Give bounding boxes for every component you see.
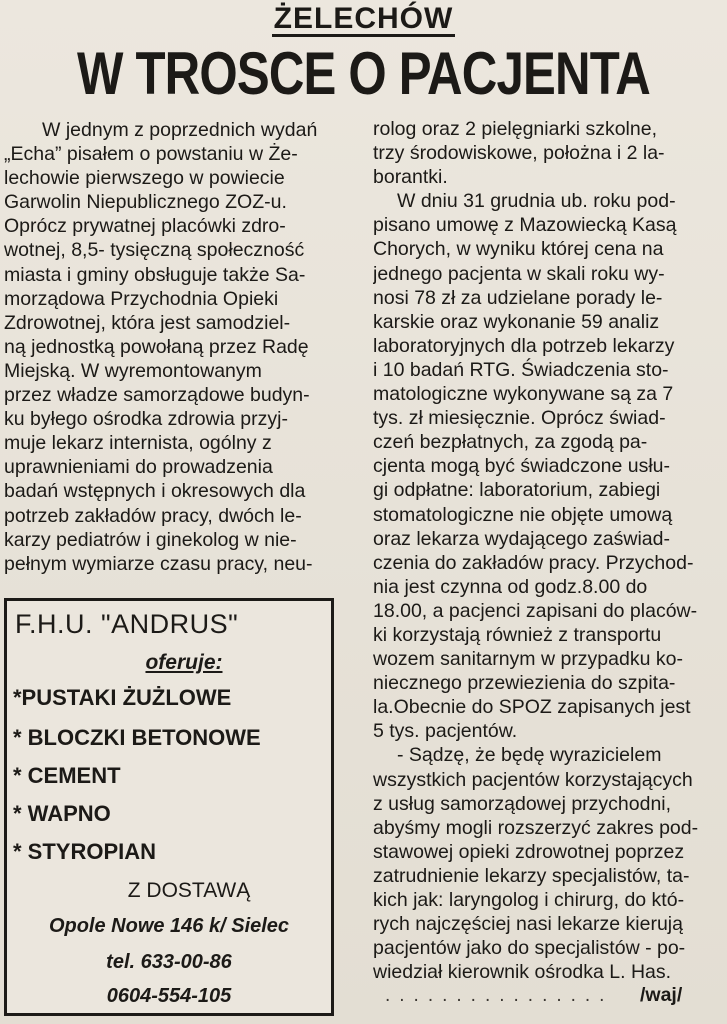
article-line: wiedział kierownik ośrodka L. Has. (373, 961, 672, 984)
ad-item: * BLOCZKI BETONOWE (13, 725, 261, 750)
article-line: Garwolin Niepublicznego ZOZ-u. (4, 191, 287, 214)
article-line: ku byłego ośrodka zdrowia przyj- (4, 408, 288, 431)
article-line: morządowa Przychodnia Opieki (4, 287, 279, 310)
article-line: pełnym wymiarze czasu pracy, neu- (4, 552, 313, 575)
ad-item: * CEMENT (13, 763, 121, 788)
advertisement-box (4, 598, 334, 1016)
ad-item: *PUSTAKI ŻUŻLOWE (13, 685, 232, 710)
article-line: nia jest czynna od godz.8.00 do (373, 575, 648, 598)
article-line: cjenta mogą być świadczone usłu- (373, 455, 670, 478)
article-line: z usług samorządowej przychodni, (373, 792, 672, 815)
article-line: laboratoryjnych dla potrzeb lekarzy (373, 334, 675, 357)
article-line: nosi 78 zł za udzielane porady le- (373, 286, 663, 309)
ad-phone: tel. 633-00-86 (106, 951, 232, 973)
author-signature: /waj/ (640, 984, 683, 1006)
article-line: gi odpłatne: laboratorium, zabiegi (373, 479, 661, 502)
article-line: oraz lekarza wydającego zaświad- (373, 527, 670, 550)
article-line: kich jak: laryngolog i chirurg, do któ- (373, 889, 685, 911)
ad-item: * STYROPIAN (13, 839, 157, 864)
article-line: stomatologiczne nie objęte umową (373, 503, 673, 526)
article-line: rolog oraz 2 pielęgniarki szkolne, (373, 118, 657, 140)
ad-mobile: 0604-554-105 (106, 985, 232, 1007)
article-line: uprawnieniami do prowadzenia (4, 456, 273, 479)
article-line: rych najczęściej nasi lekarze kierują (373, 913, 683, 936)
article-line: wotnej, 8,5- tysięczną społeczność (4, 239, 305, 262)
article-line: Miejską. W wyremontowanym (4, 359, 262, 382)
article-line: czeń bezpłatnych, za zgodą pa- (373, 431, 648, 454)
article-line: Chorych, w wyniku której cena na (373, 238, 664, 261)
article-line: - Sądzę, że będę wyrazicielem (397, 744, 662, 767)
kicker-text: ŻELECHÓW (273, 2, 454, 35)
article-line: pacjentów jako do specjalistów - po- (373, 937, 686, 960)
article-line: wszystkich pacjentów korzystających (373, 768, 693, 791)
article-line: ną jednostką powołaną przez Radę (4, 335, 309, 358)
article-line: „Echa” pisałem o powstaniu w Że- (4, 143, 298, 166)
article-line: Zdrowotnej, która jest samodziel- (4, 311, 291, 334)
article-line: 18.00, a pacjenci zapisani do placów- (373, 599, 698, 622)
article-line: lechowie pierwszego w powiecie (4, 167, 285, 190)
article-line: Oprócz prywatnej placówki zdro- (4, 215, 286, 238)
article-column-right (373, 117, 710, 984)
dotted-leader: ................ (385, 985, 614, 1006)
article-line: przez władze samorządowe budyn- (4, 384, 310, 407)
article-line: jednego pacjenta w skali roku wy- (373, 262, 665, 285)
ad-item: * WAPNO (13, 801, 111, 826)
article-line: karzy pediatrów i ginekolog w nie- (4, 528, 297, 551)
article-line: wozem sanitarnym w przypadku ko- (373, 648, 683, 671)
article-line: pisano umowę z Mazowiecką Kasą (373, 214, 677, 237)
article-line: ki korzystają również z transportu (373, 623, 662, 646)
ad-address: Opole Nowe 146 k/ Sielec (48, 915, 290, 937)
article-line: abyśmy mogli rozszerzyć zakres pod- (373, 816, 699, 839)
article-line: matologiczne wykonywane są za 7 (373, 383, 674, 406)
article-line: muje lekarz internista, ogólny z (4, 432, 272, 455)
article-line: stawowej opieki zdrowotnej poprzez (373, 840, 685, 863)
ad-company-name: F.H.U. "ANDRUS" (15, 609, 239, 639)
article-line: karskie oraz wykonanie 59 analiz (373, 310, 660, 333)
article-line: zatrudnienie lekarzy specjalistów, ta- (373, 864, 690, 887)
article-line: borantki. (373, 166, 448, 189)
article-line: i 10 badań RTG. Świadczenia sto- (373, 358, 669, 381)
article-line: W dniu 31 grudnia ub. roku pod- (397, 190, 676, 213)
ad-delivery: Z DOSTAWĄ (127, 879, 251, 902)
article-line: miasta i gminy obsługuje także Sa- (4, 263, 306, 286)
article-column-left (4, 118, 342, 576)
article-line: W jednym z poprzednich wydań (42, 119, 318, 141)
article-line: niecznego przewiezienia do szpita- (373, 672, 676, 695)
article-line: tys. zł miesięcznie. Oprócz świad- (373, 407, 666, 430)
article-line: badań wstępnych i okresowych dla (4, 480, 306, 503)
article-line: potrzeb zakładów pracy, dwóch le- (4, 504, 302, 527)
section-kicker (0, 2, 727, 37)
article-line: czenia do zakładów pracy. Przychod- (373, 551, 694, 574)
article-line: la.Obecnie do SPOZ zapisanych jest (373, 696, 691, 719)
ad-offer-label: oferuje: (145, 651, 223, 674)
article-headline: W TROSCE O PACJENTA (76, 40, 651, 107)
article-line: trzy środowiskowe, położna i 2 la- (373, 142, 665, 165)
article-line: 5 tys. pacjentów. (373, 720, 518, 743)
